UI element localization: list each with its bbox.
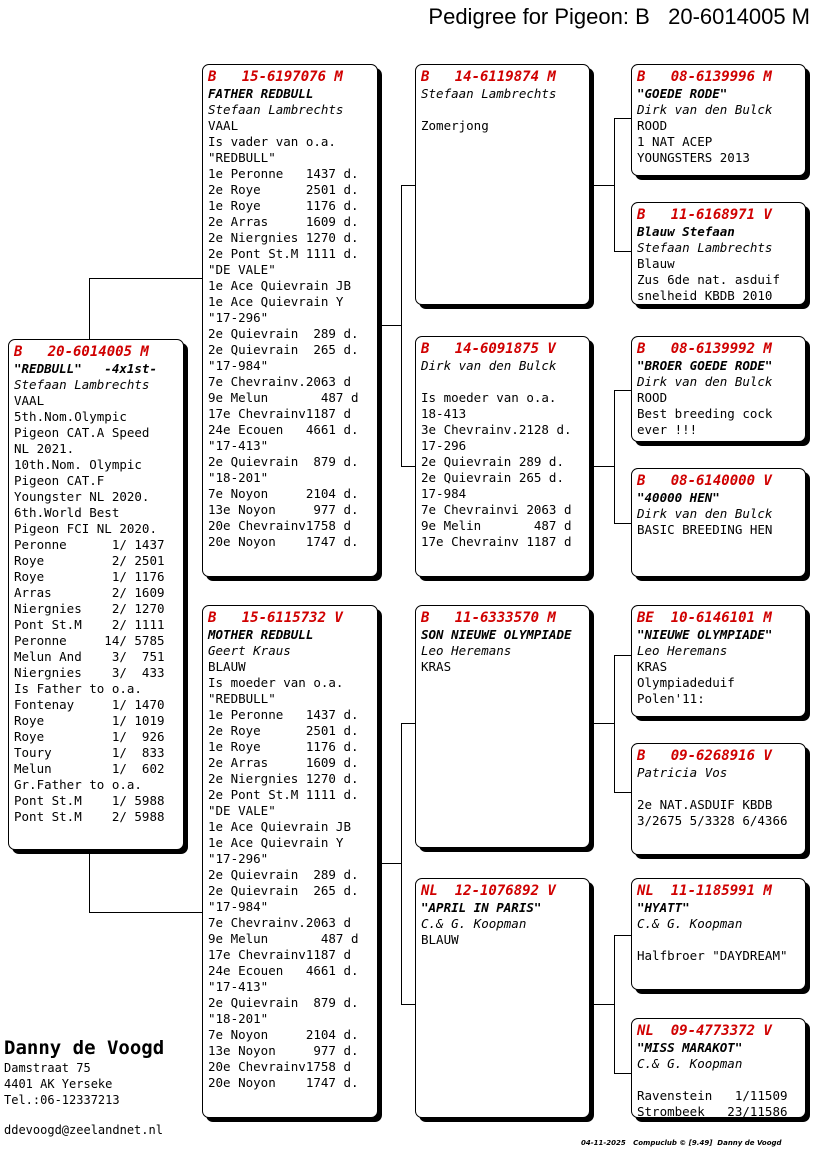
breeder-name: Dirk van den Bulck bbox=[637, 102, 773, 117]
info-line: KRAS bbox=[637, 659, 668, 674]
info-line: Ravenstein 1/11509 bbox=[637, 1088, 788, 1103]
ring-number: B 09-6268916 V bbox=[637, 748, 772, 764]
info-line: 24e Ecouen 4661 d. bbox=[208, 422, 359, 437]
info-line: "DE VALE" bbox=[208, 262, 276, 277]
pigeon-name: SON NIEUWE OLYMPIADE bbox=[421, 627, 572, 642]
info-line: Halfbroer "DAYDREAM" bbox=[637, 948, 788, 963]
info-line: Pigeon FCI NL 2020. bbox=[14, 521, 157, 536]
info-line: Toury 1/ 833 bbox=[14, 745, 165, 760]
breeder-name: Geert Kraus bbox=[208, 643, 291, 658]
info-line: 1e Roye 1176 d. bbox=[208, 198, 359, 213]
pigeon-name: FATHER REDBULL bbox=[208, 86, 314, 101]
info-line: "17-984" bbox=[208, 358, 269, 373]
info-line: VAAL bbox=[14, 393, 45, 408]
breeder-name: Patricia Vos bbox=[637, 765, 728, 780]
info-line: 13e Noyon 977 d. bbox=[208, 502, 359, 517]
breeder-name: Stefaan Lambrechts bbox=[14, 377, 150, 392]
connector bbox=[593, 466, 615, 467]
info-line: 20e Noyon 1747 d. bbox=[208, 1075, 359, 1090]
dam-sire-sire-card[interactable] bbox=[631, 605, 806, 717]
info-line: Is Father to o.a. bbox=[14, 681, 142, 696]
pigeon-name: "40000 HEN" bbox=[637, 490, 720, 505]
connector bbox=[380, 325, 402, 326]
connector bbox=[614, 118, 632, 119]
connector bbox=[614, 935, 632, 936]
info-line: 20e Chevrainv1758 d bbox=[208, 518, 351, 533]
connector bbox=[89, 278, 90, 342]
info-line: Roye 1/ 926 bbox=[14, 729, 165, 744]
info-line: "17-413" bbox=[208, 438, 269, 453]
info-line: "REDBULL" bbox=[208, 150, 276, 165]
info-line: Youngster NL 2020. bbox=[14, 489, 150, 504]
info-line: 1e Peronne 1437 d. bbox=[208, 166, 359, 181]
info-line: "18-201" bbox=[208, 470, 269, 485]
ring-number: B 08-6140000 V bbox=[637, 473, 772, 489]
dam-dam-sire-card[interactable] bbox=[631, 878, 806, 990]
breeder-name: Stefaan Lambrechts bbox=[637, 240, 773, 255]
info-line: 1e Ace Quievrain Y bbox=[208, 835, 344, 850]
info-line: 5th.Nom.Olympic bbox=[14, 409, 127, 424]
info-line: 2e Quievrain 879 d. bbox=[208, 995, 359, 1010]
connector bbox=[593, 185, 615, 186]
info-line: 1e Ace Quievrain JB bbox=[208, 278, 351, 293]
info-line: 9e Melun 487 d bbox=[208, 931, 359, 946]
info-line: 7e Noyon 2104 d. bbox=[208, 1027, 359, 1042]
info-line: Is vader van o.a. bbox=[208, 134, 336, 149]
sire-dam-dam-card[interactable] bbox=[631, 468, 806, 577]
info-line: 3e Chevrainv.2128 d. bbox=[421, 422, 572, 437]
info-line: 17-296 bbox=[421, 438, 467, 453]
info-line: 1e Roye 1176 d. bbox=[208, 739, 359, 754]
breeder-name: Leo Heremans bbox=[421, 643, 512, 658]
info-line: Polen'11: bbox=[637, 691, 705, 706]
dam-dam-card[interactable] bbox=[415, 878, 590, 1118]
connector bbox=[614, 792, 632, 793]
breeder-street: Damstraat 75 bbox=[4, 1061, 91, 1075]
info-line: 1 NAT ACEP bbox=[637, 134, 713, 149]
pigeon-name: "REDBULL" -4x1st- bbox=[14, 361, 157, 376]
sire-dam-sire-card[interactable] bbox=[631, 336, 806, 442]
breeder-name: Stefaan Lambrechts bbox=[208, 102, 344, 117]
info-line: Peronne 1/ 1437 bbox=[14, 537, 165, 552]
info-line: YOUNGSTERS 2013 bbox=[637, 150, 750, 165]
ring-number: B 08-6139996 M bbox=[637, 69, 772, 85]
info-line: Strombeek 23/11586 bbox=[637, 1104, 788, 1118]
breeder-name: C.& G. Koopman bbox=[637, 916, 743, 931]
footer-credit: 04-11-2025 Compuclub © [9.49] Danny de Voogd bbox=[581, 1139, 782, 1147]
info-line bbox=[637, 1072, 800, 1088]
sire-sire-dam-card[interactable] bbox=[631, 202, 806, 305]
info-line: 2e Arras 1609 d. bbox=[208, 755, 359, 770]
breeder-name: C.& G. Koopman bbox=[637, 1056, 743, 1071]
ring-number: B 08-6139992 M bbox=[637, 341, 772, 357]
connector bbox=[89, 850, 90, 913]
ring-number: B 14-6091875 V bbox=[421, 341, 556, 357]
info-line: VAAL bbox=[208, 118, 239, 133]
pigeon-name: MOTHER REDBULL bbox=[208, 627, 314, 642]
info-line: 2e Quievrain 265 d. bbox=[208, 883, 359, 898]
connector bbox=[614, 935, 615, 1074]
connector bbox=[401, 185, 402, 467]
info-line: 2e Quievrain 289 d. bbox=[208, 867, 359, 882]
info-line: Pont St.M 2/ 5988 bbox=[14, 809, 165, 824]
info-line: BLAUW bbox=[421, 932, 459, 947]
info-line: 2e Quievrain 265 d. bbox=[421, 470, 564, 485]
info-line: 6th.World Best bbox=[14, 505, 120, 520]
info-line: 2e Niergnies 1270 d. bbox=[208, 771, 359, 786]
ring-number: B 11-6333570 M bbox=[421, 610, 556, 626]
ring-number: B 15-6197076 M bbox=[208, 69, 343, 85]
ring-number: B 20-6014005 M bbox=[14, 344, 149, 360]
connector bbox=[614, 655, 632, 656]
ring-number: NL 11-1185991 M bbox=[637, 883, 772, 899]
pigeon-name: "MISS MARAKOT" bbox=[637, 1040, 743, 1055]
pigeon-name: "GOEDE RODE" bbox=[637, 86, 728, 101]
info-line: Peronne 14/ 5785 bbox=[14, 633, 165, 648]
info-line: "17-413" bbox=[208, 979, 269, 994]
pigeon-name: Blauw Stefaan bbox=[637, 224, 735, 239]
info-line: Roye 1/ 1019 bbox=[14, 713, 165, 728]
info-line: 17e Chevrainv1187 d bbox=[208, 406, 351, 421]
sire-sire-sire-card[interactable] bbox=[631, 64, 806, 176]
info-line: Is moeder van o.a. bbox=[421, 390, 557, 405]
info-line: KRAS bbox=[421, 659, 452, 674]
pigeon-name: "NIEUWE OLYMPIADE" bbox=[637, 627, 773, 642]
info-line: ROOD bbox=[637, 390, 668, 405]
info-line: Blauw bbox=[637, 256, 675, 271]
info-line: 3/2675 5/3328 6/4366 bbox=[637, 813, 788, 828]
connector bbox=[614, 655, 615, 793]
sire-dam-card[interactable] bbox=[415, 336, 590, 577]
sire-sire-card[interactable] bbox=[415, 64, 590, 305]
connector bbox=[614, 118, 615, 252]
info-line: 7e Chevrainv.2063 d bbox=[208, 915, 351, 930]
breeder-email[interactable]: ddevoogd@zeelandnet.nl bbox=[4, 1123, 163, 1137]
breeder-city: 4401 AK Yerseke bbox=[4, 1077, 113, 1091]
pigeon-name: "BROER GOEDE RODE" bbox=[637, 358, 773, 373]
breeder-name: C.& G. Koopman bbox=[421, 916, 527, 931]
info-line: 2e Arras 1609 d. bbox=[208, 214, 359, 229]
info-line: 1e Ace Quievrain Y bbox=[208, 294, 344, 309]
info-line bbox=[637, 932, 800, 948]
connector bbox=[401, 723, 402, 1005]
breeder-name: Danny de Voogd bbox=[4, 1037, 165, 1059]
breeder-phone: Tel.:06-12337213 bbox=[4, 1093, 120, 1107]
info-line: 7e Chevrainv.2063 d bbox=[208, 374, 351, 389]
info-line: Zus 6de nat. asduif bbox=[637, 272, 780, 287]
subject-card[interactable] bbox=[8, 339, 184, 850]
info-line: Arras 2/ 1609 bbox=[14, 585, 165, 600]
pigeon-name: "HYATT" bbox=[637, 900, 690, 915]
info-line: ever !!! bbox=[637, 422, 698, 437]
connector bbox=[614, 1073, 632, 1074]
info-line: NL 2021. bbox=[14, 441, 75, 456]
info-line: Pont St.M 2/ 1111 bbox=[14, 617, 165, 632]
info-line: 9e Melun 487 d bbox=[208, 390, 359, 405]
connector bbox=[614, 523, 632, 524]
info-line: Best breeding cock bbox=[637, 406, 773, 421]
pigeon-name: "APRIL IN PARIS" bbox=[421, 900, 542, 915]
info-line: Niergnies 2/ 1270 bbox=[14, 601, 165, 616]
info-line: "REDBULL" bbox=[208, 691, 276, 706]
info-line: 1e Ace Quievrain JB bbox=[208, 819, 351, 834]
info-line bbox=[421, 102, 584, 118]
info-line: 24e Ecouen 4661 d. bbox=[208, 963, 359, 978]
breeder-name: Dirk van den Bulck bbox=[637, 506, 773, 521]
info-line: 2e Quievrain 289 d. bbox=[208, 326, 359, 341]
info-line: 18-413 bbox=[421, 406, 467, 421]
ring-number: NL 09-4773372 V bbox=[637, 1023, 772, 1039]
info-line: snelheid KBDB 2010 bbox=[637, 288, 773, 303]
info-line: 17-984 bbox=[421, 486, 467, 501]
breeder-name: Leo Heremans bbox=[637, 643, 728, 658]
info-line: Roye 1/ 1176 bbox=[14, 569, 165, 584]
connector bbox=[89, 278, 205, 279]
info-line: 2e Roye 2501 d. bbox=[208, 723, 359, 738]
info-line: 2e Pont St.M 1111 d. bbox=[208, 246, 359, 261]
info-line: BLAUW bbox=[208, 659, 246, 674]
info-line: 17e Chevrainv 1187 d bbox=[421, 534, 572, 549]
info-line: BASIC BREEDING HEN bbox=[637, 522, 773, 537]
info-line: "17-296" bbox=[208, 310, 269, 325]
info-line: 20e Chevrainv1758 d bbox=[208, 1059, 351, 1074]
info-line: 2e Pont St.M 1111 d. bbox=[208, 787, 359, 802]
breeder-info bbox=[4, 1036, 164, 1138]
ring-number: NL 12-1076892 V bbox=[421, 883, 556, 899]
info-line: "18-201" bbox=[208, 1011, 269, 1026]
info-line: 2e Roye 2501 d. bbox=[208, 182, 359, 197]
info-line: ROOD bbox=[637, 118, 668, 133]
connector bbox=[380, 863, 402, 864]
info-line bbox=[421, 374, 584, 390]
info-line: Fontenay 1/ 1470 bbox=[14, 697, 165, 712]
connector bbox=[614, 251, 632, 252]
info-line: Zomerjong bbox=[421, 118, 489, 133]
info-line: 13e Noyon 977 d. bbox=[208, 1043, 359, 1058]
info-line: Gr.Father to o.a. bbox=[14, 777, 142, 792]
info-line: Pigeon CAT.F bbox=[14, 473, 105, 488]
info-line: Niergnies 3/ 433 bbox=[14, 665, 165, 680]
dam-card[interactable] bbox=[202, 605, 378, 1118]
info-line: 2e Quievrain 289 d. bbox=[421, 454, 564, 469]
info-line: Pigeon CAT.A Speed bbox=[14, 425, 150, 440]
info-line: 1e Peronne 1437 d. bbox=[208, 707, 359, 722]
info-line: 10th.Nom. Olympic bbox=[14, 457, 142, 472]
info-line: 9e Melin 487 d bbox=[421, 518, 572, 533]
info-line: 7e Chevrainvi 2063 d bbox=[421, 502, 572, 517]
info-line: 2e Niergnies 1270 d. bbox=[208, 230, 359, 245]
info-line bbox=[637, 781, 800, 797]
breeder-name: Dirk van den Bulck bbox=[637, 374, 773, 389]
breeder-name: Stefaan Lambrechts bbox=[421, 86, 557, 101]
breeder-name: Dirk van den Bulck bbox=[421, 358, 557, 373]
ring-number: BE 10-6146101 M bbox=[637, 610, 772, 626]
info-line: Olympiadeduif bbox=[637, 675, 735, 690]
info-line: 2e NAT.ASDUIF KBDB bbox=[637, 797, 773, 812]
connector bbox=[89, 912, 205, 913]
connector bbox=[614, 390, 615, 524]
info-line: 17e Chevrainv1187 d bbox=[208, 947, 351, 962]
info-line: Melun 1/ 602 bbox=[14, 761, 165, 776]
sire-card[interactable] bbox=[202, 64, 378, 577]
ring-number: B 15-6115732 V bbox=[208, 610, 343, 626]
ring-number: B 14-6119874 M bbox=[421, 69, 556, 85]
info-line: 7e Noyon 2104 d. bbox=[208, 486, 359, 501]
connector bbox=[593, 723, 615, 724]
dam-sire-card[interactable] bbox=[415, 605, 590, 848]
ring-number: B 11-6168971 V bbox=[637, 207, 772, 223]
dam-sire-dam-card[interactable] bbox=[631, 743, 806, 855]
info-line: Roye 2/ 2501 bbox=[14, 553, 165, 568]
info-line: 2e Quievrain 265 d. bbox=[208, 342, 359, 357]
page-title: Pedigree for Pigeon: B 20-6014005 M bbox=[428, 4, 810, 29]
connector bbox=[614, 390, 632, 391]
info-line: "17-296" bbox=[208, 851, 269, 866]
info-line: Is moeder van o.a. bbox=[208, 675, 344, 690]
info-line: 2e Quievrain 879 d. bbox=[208, 454, 359, 469]
dam-dam-dam-card[interactable] bbox=[631, 1018, 806, 1118]
connector bbox=[593, 1004, 615, 1005]
info-line: Pont St.M 1/ 5988 bbox=[14, 793, 165, 808]
info-line: 20e Noyon 1747 d. bbox=[208, 534, 359, 549]
info-line: "17-984" bbox=[208, 899, 269, 914]
info-line: "DE VALE" bbox=[208, 803, 276, 818]
info-line: Melun And 3/ 751 bbox=[14, 649, 165, 664]
